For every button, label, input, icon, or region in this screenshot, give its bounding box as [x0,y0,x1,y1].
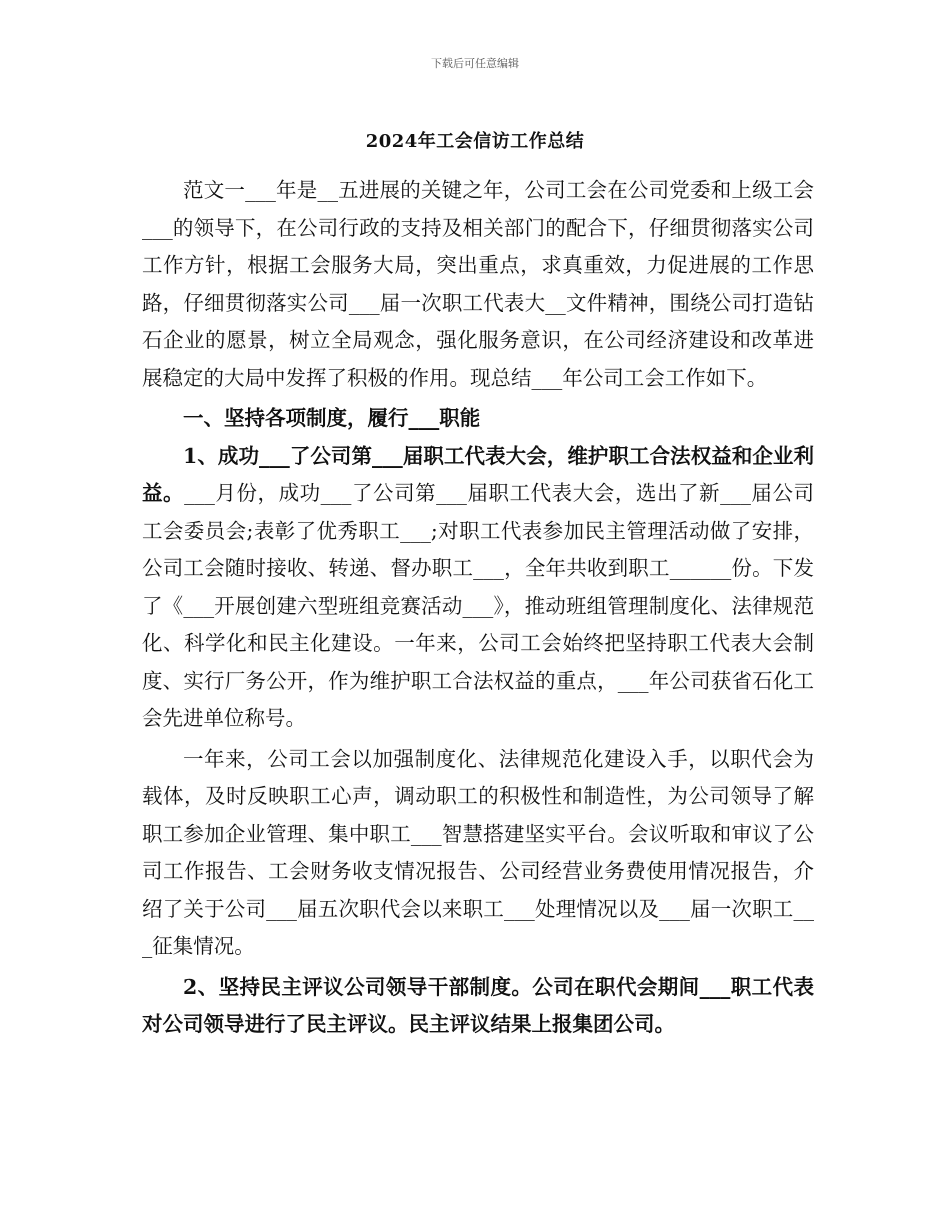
paragraph-intro: 范文一___年是__五进展的关键之年，公司工会在公司党委和上级工会___的领导下，在公司行政的支持及相关部门的配合下，仔细贯彻落实公司工作方针，根据工会服务大局，突出重点，求真重效，力促进展的工作思路，仔细贯彻落实公司___届一次职工代表大__文件精神，围绕公司打造钻石企业的愿景，树立全局观念，强化服务意识，在公司经济建设和改革进展稳定的大局中发挥了积极的作用。现总结___年公司工会工作如下。 [142,178,814,390]
item-1-heading: 1、成功___了公司第___届职工代表大会，维护职工合法权益和企业利益。 [142,443,814,505]
document-body [142,172,814,1044]
page-header: 下载后可任意编辑 [431,57,519,70]
paragraph-item-1 [142,438,814,738]
paragraph-item-2: 2、坚持民主评议公司领导干部制度。公司在职代会期间___职工代表对公司领导进行了民主评议。民主评议结果上报集团公司。 [142,974,814,1036]
section-heading-1: 一、坚持各项制度，履行___职能 [183,406,481,430]
item-1-text: ___月份，成功___了公司第___届职工代表大会，选出了新___届公司工会委员会;表彰了优秀职工___;对职工代表参加民主管理活动做了安排，公司工会随时接收、转递、督办职工___，全年共收到职工______份。下发了《___开展创建六型班组竞赛活动___》，推动班组管理制度化、法律规范化、科学化和民主化建设。一年来，公司工会始终把坚持职工代表大会制度、实行厂务公开，作为维护职工合法权益的重点，___年公司获省石化工会先进单位称号。 [142,481,815,730]
document-title: 2024年工会信访工作总结 [365,131,585,152]
paragraph-congress: 一年来，公司工会以加强制度化、法律规范化建设入手，以职代会为载体，及时反映职工心声，调动职工的积极性和制造性，为公司领导了解职工参加企业管理、集中职工___智慧搭建坚实平台。会议听取和审议了公司工作报告、工会财务收支情况报告、公司经营业务费使用情况报告，介绍了关于公司___届五次职代会以来职工___处理情况以及___届一次职工___征集情况。 [142,746,814,958]
